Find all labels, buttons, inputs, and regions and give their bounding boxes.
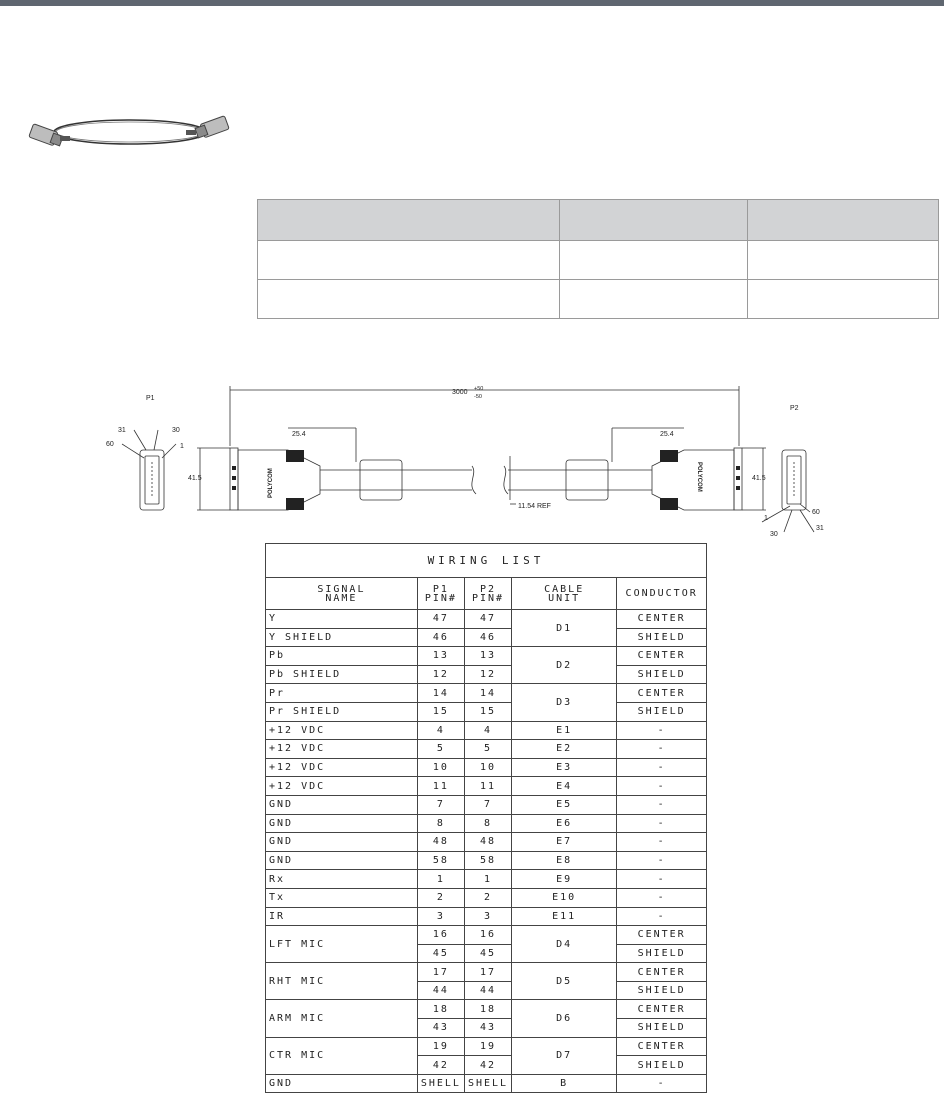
parts-header-cell [258, 200, 560, 241]
table-row: Rx 1 1 E9 - [266, 870, 707, 889]
table-row: Pb 13 13 D2 CENTER [266, 647, 707, 666]
pin-60-left: 60 [106, 441, 114, 448]
table-row: +12 VDC 11 11 E4 - [266, 777, 707, 796]
table-row: Pr 14 14 D3 CENTER [266, 684, 707, 703]
cable-dimension-drawing [100, 372, 844, 544]
table-row: GND 48 48 E7 - [266, 833, 707, 852]
table-row: LFT MIC 16 16 D4 CENTER [266, 926, 707, 945]
wiring-list-title: WIRING LIST [266, 544, 707, 578]
cable-unit-header: CABLE UNIT [512, 578, 617, 610]
wiring-list-table [265, 543, 707, 1093]
overall-length-label: 3000 [452, 389, 468, 396]
height-right-label: 41.5 [752, 475, 766, 482]
cable-thumbnail-image [26, 112, 232, 156]
table-row: +12 VDC 10 10 E3 - [266, 758, 707, 777]
ref-dim-label: 11.54 REF [518, 503, 551, 510]
table-row: 43 43 SHIELD [266, 1019, 707, 1038]
table-row: 44 44 SHIELD [266, 981, 707, 1000]
pin-31-right: 31 [816, 525, 824, 532]
signal-name-header: SIGNAL NAME [266, 578, 418, 610]
table-row: ARM MIC 18 18 D6 CENTER [266, 1000, 707, 1019]
table-row: GND 7 7 E5 - [266, 795, 707, 814]
table-row: GND 8 8 E6 - [266, 814, 707, 833]
parts-cell [748, 241, 939, 280]
height-left-label: 41.5 [188, 475, 202, 482]
p1-pin-header: P1 PIN# [417, 578, 464, 610]
table-row: Y 47 47 D1 CENTER [266, 610, 707, 629]
brand-left: POLYCOM [268, 468, 274, 498]
table-row: 45 45 SHIELD [266, 944, 707, 963]
pin-1-right: 1 [764, 515, 768, 522]
pin-30-left: 30 [172, 427, 180, 434]
dim-25-left: 25.4 [292, 431, 306, 438]
top-bar [0, 0, 944, 6]
table-row: Pb SHIELD 12 12 SHIELD [266, 665, 707, 684]
parts-header-cell [748, 200, 939, 241]
brand-right: POLYCOM [696, 462, 702, 492]
pin-1-left: 1 [180, 443, 184, 450]
table-row: +12 VDC 4 4 E1 - [266, 721, 707, 740]
p2-label: P2 [790, 405, 799, 412]
table-row: GND SHELL SHELL B - [266, 1074, 707, 1093]
p2-pin-header: P2 PIN# [464, 578, 511, 610]
parts-table [257, 199, 939, 319]
parts-cell [559, 280, 747, 319]
table-row: +12 VDC 5 5 E2 - [266, 740, 707, 759]
parts-cell [748, 280, 939, 319]
length-tol-minus: -50 [474, 394, 482, 400]
pin-60-right: 60 [812, 509, 820, 516]
parts-cell [258, 280, 560, 319]
table-row: Y SHIELD 46 46 SHIELD [266, 628, 707, 647]
table-row: Pr SHIELD 15 15 SHIELD [266, 702, 707, 721]
table-row: IR 3 3 E11 - [266, 907, 707, 926]
pin-31-left: 31 [118, 427, 126, 434]
parts-cell [559, 241, 747, 280]
parts-header-cell [559, 200, 747, 241]
parts-cell [258, 241, 560, 280]
p1-label: P1 [146, 395, 155, 402]
table-row: Tx 2 2 E10 - [266, 888, 707, 907]
length-tol-plus: +50 [474, 386, 484, 392]
table-row: RHT MIC 17 17 D5 CENTER [266, 963, 707, 982]
table-row: GND 58 58 E8 - [266, 851, 707, 870]
conductor-header: CONDUCTOR [617, 578, 707, 610]
table-row: CTR MIC 19 19 D7 CENTER [266, 1037, 707, 1056]
pin-30-right: 30 [770, 531, 778, 538]
table-row: 42 42 SHIELD [266, 1056, 707, 1075]
dim-25-right: 25.4 [660, 431, 674, 438]
